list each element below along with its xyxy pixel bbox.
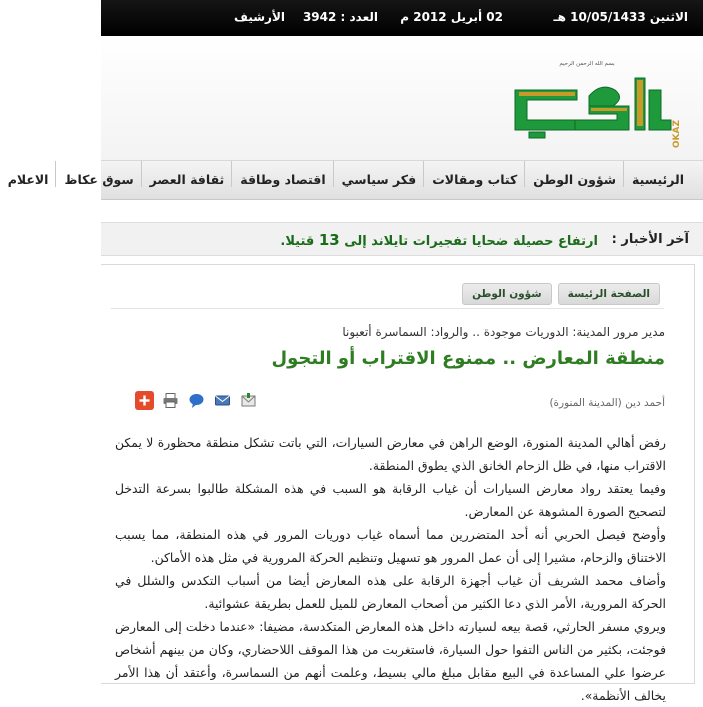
nav-item-nation[interactable]: شؤون الوطن <box>525 161 624 187</box>
svg-text:عكاظ: عكاظ <box>588 147 593 149</box>
masthead <box>101 36 703 160</box>
hijri-date: الاثنين 10/05/1433 هـ <box>553 10 688 24</box>
ticker-headline-tail: قتيلا. <box>280 234 315 249</box>
divider <box>111 308 664 309</box>
nav-item-economy[interactable]: اقتصاد وطاقة <box>232 161 333 187</box>
breadcrumb-home[interactable]: الصفحة الرئيسة <box>558 283 660 305</box>
svg-text:بسم الله الرحمن الرحيم: بسم الله الرحمن الرحيم <box>559 61 615 67</box>
breadcrumb-section[interactable]: شؤون الوطن <box>462 283 552 305</box>
breadcrumb <box>462 283 660 305</box>
ticker-headline[interactable] <box>280 231 598 249</box>
main-nav <box>7 160 703 200</box>
add-icon[interactable] <box>135 391 154 410</box>
okaz-logo[interactable] <box>493 48 693 154</box>
nav-item-media[interactable]: الاعلام <box>0 161 56 187</box>
article-panel <box>101 264 695 703</box>
article-byline: أحمد دين (المدينة المنورة) <box>549 397 665 409</box>
svg-text:OKAZ: OKAZ <box>672 120 682 149</box>
comment-icon[interactable] <box>187 391 206 410</box>
ticker-headline-text: ارتفاع حصيلة ضحايا تفجيرات تايلاند إلى <box>344 234 598 249</box>
nav-item-culture[interactable]: ثقافة العصر <box>142 161 233 187</box>
email-icon[interactable] <box>213 391 232 410</box>
nav-item-politics[interactable]: فكر سياسي <box>334 161 425 187</box>
article-subtitle: مدير مرور المدينة: الدوريات موجودة .. والرواد: السماسرة أتعبونا <box>342 325 665 339</box>
article-paragraph: وفيما يعتقد رواد معارض السيارات أن غياب الرقابة هو السبب في هذه المشكلة طالبوا بسرعة التدخل لتصحيح الصورة المشوهة عن المعارض. <box>115 481 666 519</box>
gregorian-date: 02 أبريل 2012 م <box>400 10 503 24</box>
article-paragraph: رفض أهالي المدينة المنورة، الوضع الراهن في معارض السيارات، التي باتت تشكل منطقة محظورة لا يمكن الاقتراب منها، في ظل الزحام الخانق الذي يطوق المنطقة. <box>115 435 666 473</box>
top-info-bar <box>101 0 703 36</box>
archive-link[interactable]: الأرشيف <box>234 10 285 24</box>
nav-item-souq[interactable]: سوق عكاظ <box>56 161 141 187</box>
issue-number: العدد : 3942 <box>302 10 378 24</box>
article-paragraph: وأضاف محمد الشريف أن غياب أجهزة الرقابة على هذه المعارض أيضا من أسباب التكدس والشلل في الحركة المرورية، الأمر الذي دعا الكثير من أصحاب المعارض للميل للعمل بطريقة عشوائية. <box>115 573 666 611</box>
ticker-label: آخر الأخبار : <box>611 232 689 247</box>
news-ticker <box>101 222 703 256</box>
article-toolbar <box>126 391 258 413</box>
ticker-headline-number: 13 <box>318 231 340 249</box>
nav-item-writers[interactable]: كتاب ومقالات <box>424 161 525 187</box>
article-paragraph: وأوضح فيصل الحربي أنه أحد المتضررين مما أسماه غياب دوريات المرور في هذه المنطقة، مما يسبب الاختناق والزحام، مشيرا إلى أن عمل المرور هو تسهيل وتنظيم الحركة المرورية في مثل هذه الأماكن. <box>115 527 666 565</box>
article-paragraph: ويروي مسفر الحارثي، قصة بيعه لسيارته داخل هذه المعارض المتكدسة، مضيفا: «عندما دخلت إلى المعارض فوجئت، بكثير من الناس التفوا حول السيارة، فاستغربت من هذا الموقف اللاحضاري، وكان من بينهم أشخاص عرضوا علي المساعدة في البيع مقابل مبلغ مالي بسيط، وعلمت أنهم من السماسرة، وأعتقد أن هذا الأمر يخالف الأنظمة». <box>115 619 666 703</box>
print-icon[interactable] <box>161 391 180 410</box>
article-title: منطقة المعارض .. ممنوع الاقتراب أو التجول <box>271 348 665 369</box>
article-body <box>115 431 666 707</box>
nav-item-home[interactable]: الرئيسية <box>632 172 684 187</box>
share-email-icon[interactable] <box>239 391 258 410</box>
